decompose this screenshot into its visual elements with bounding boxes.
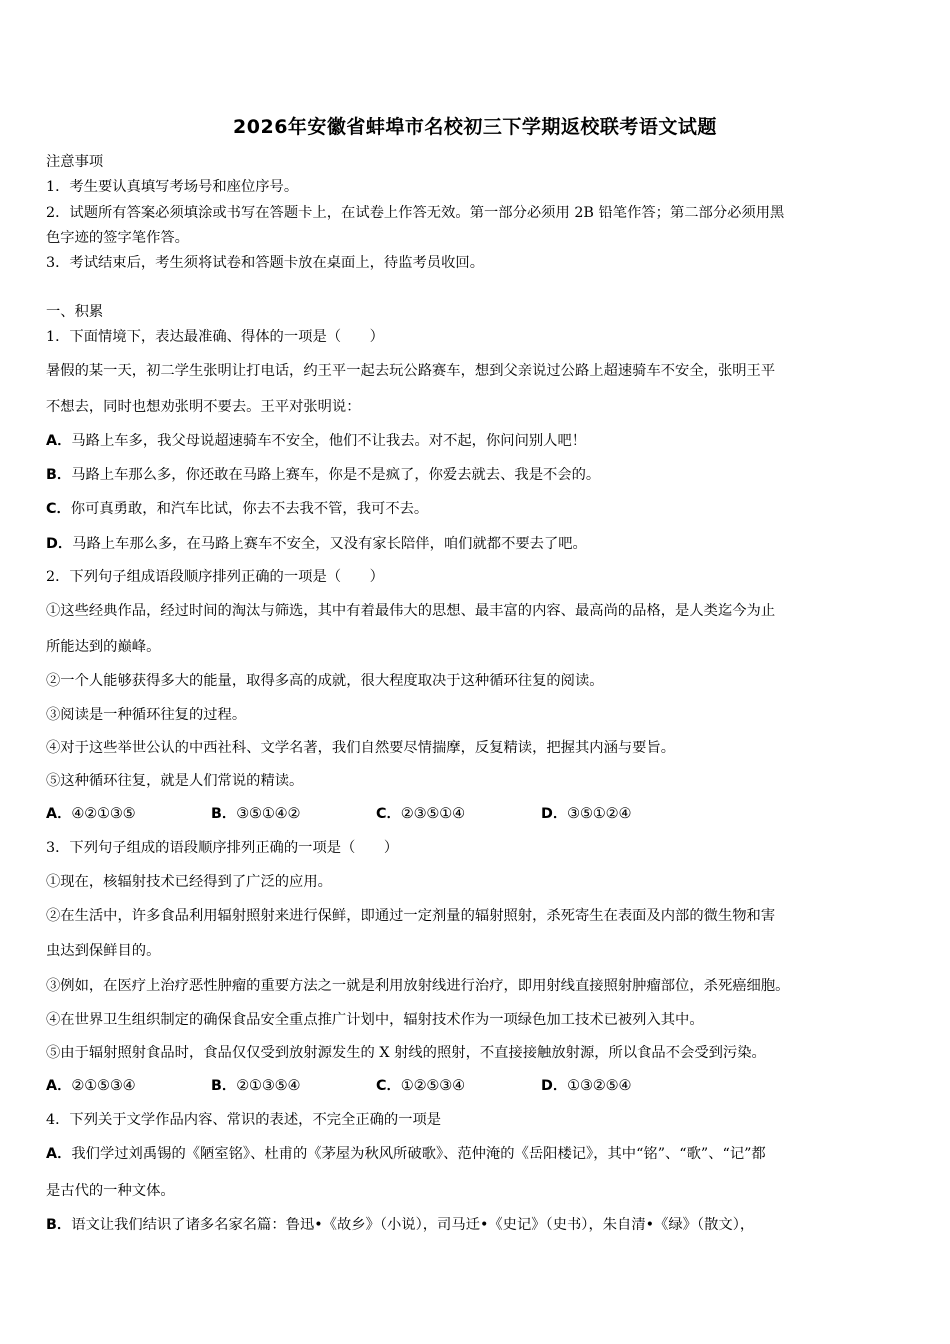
q2-option-c bbox=[376, 804, 541, 824]
q3-option-c-label: C． bbox=[376, 1078, 401, 1094]
notice-item-1: 1．考生要认真填写考场号和座位序号。 bbox=[46, 179, 299, 195]
q4-stem: 4．下列关于文学作品内容、常识的表述，不完全正确的一项是 bbox=[46, 1112, 442, 1128]
exam-title: 2026年安徽省蚌埠市名校初三下学期返校联考语文试题 bbox=[233, 116, 717, 138]
q2-sentence-1-line-2: 所能达到的巅峰。 bbox=[46, 639, 161, 655]
notice-item-2-line-1: 2．试题所有答案必须填涂或书写在答题卡上，在试卷上作答无效。第一部分必须用 2B 铅笔作答；第二部分必须用黑 bbox=[46, 205, 785, 221]
q4-option-b-text-1: 语文让我们结识了诸多名家名篇：鲁迅•《故乡》（小说），司马迁•《史记》（史书），朱自清•《绿》（散文）， bbox=[71, 1217, 755, 1233]
q2-option-b-text: ③⑤①④② bbox=[236, 806, 301, 822]
q1-option-a-text: 马路上车多，我父母说超速骑车不安全，他们不让我去。对不起，你问问别人吧！ bbox=[71, 433, 587, 449]
q1-option-c bbox=[46, 499, 912, 519]
q1-option-d-text: 马路上车那么多，在马路上赛车不安全，又没有家长陪伴，咱们就都不要去了吧。 bbox=[72, 536, 587, 552]
q3-option-d-text: ①③②⑤④ bbox=[567, 1078, 632, 1094]
q1-context-line-1: 暑假的某一天，初二学生张明让打电话，约王平一起去玩公路赛车，想到父亲说过公路上超速骑车不安全，张明王平 bbox=[46, 363, 776, 379]
q1-option-b-label: B． bbox=[46, 467, 72, 483]
q2-option-a bbox=[46, 804, 211, 824]
q4-option-b-line-1 bbox=[46, 1215, 912, 1235]
q4-option-a-line-2: 是古代的一种文体。 bbox=[46, 1183, 175, 1199]
notice-item-2-line-2: 色字迹的签字笔作答。 bbox=[46, 230, 189, 246]
q2-sentence-5: ⑤这种循环往复，就是人们常说的精读。 bbox=[46, 773, 304, 789]
q3-sentence-2-line-1: ②在生活中，许多食品利用辐射照射来进行保鲜，即通过一定剂量的辐射照射，杀死寄生在表面及内部的微生物和害 bbox=[46, 908, 776, 924]
q2-option-d-label: D． bbox=[541, 806, 568, 822]
q3-sentence-4: ④在世界卫生组织制定的确保食品安全重点推广计划中，辐射技术作为一项绿色加工技术已被列入其中。 bbox=[46, 1012, 704, 1028]
q3-sentence-1: ①现在，核辐射技术已经得到了广泛的应用。 bbox=[46, 874, 332, 890]
q1-option-a bbox=[46, 431, 912, 451]
q2-sentence-2: ②一个人能够获得多大的能量，取得多高的成就，很大程度取决于这种循环往复的阅读。 bbox=[46, 673, 604, 689]
q2-sentence-4: ④对于这些举世公认的中西社科、文学名著，我们自然要尽情揣摩，反复精读，把握其内涵与要旨。 bbox=[46, 740, 676, 756]
q1-option-d-label: D． bbox=[46, 536, 73, 552]
q2-option-c-text: ②③⑤①④ bbox=[400, 806, 465, 822]
q1-option-c-label: C． bbox=[46, 501, 71, 517]
q2-options bbox=[46, 804, 912, 824]
q4-option-b-label: B． bbox=[46, 1217, 72, 1233]
q2-sentence-3: ③阅读是一种循环往复的过程。 bbox=[46, 707, 247, 723]
q3-option-d bbox=[541, 1076, 631, 1096]
q3-option-d-label: D． bbox=[541, 1078, 568, 1094]
notice-item-3: 3．考试结束后，考生须将试卷和答题卡放在桌面上，待监考员收回。 bbox=[46, 255, 484, 271]
q3-stem: 3．下列句子组成的语段顺序排列正确的一项是（ ） bbox=[46, 840, 399, 856]
notice-heading: 注意事项 bbox=[46, 154, 104, 170]
q3-sentence-3: ③例如，在医疗上治疗恶性肿瘤的重要方法之一就是利用放射线进行治疗，即用射线直接照射肿瘤部位，杀死癌细胞。 bbox=[46, 978, 790, 994]
section-heading: 一、积累 bbox=[46, 304, 104, 320]
q2-option-d-text: ③⑤①②④ bbox=[567, 806, 632, 822]
q3-option-b-text: ②①③⑤④ bbox=[236, 1078, 301, 1094]
q3-option-a bbox=[46, 1076, 211, 1096]
q3-option-c bbox=[376, 1076, 541, 1096]
q3-option-a-label: A． bbox=[46, 1078, 72, 1094]
q1-stem: 1．下面情境下，表达最准确、得体的一项是（ ） bbox=[46, 329, 384, 345]
q4-option-a-label: A． bbox=[46, 1146, 72, 1162]
q1-option-d bbox=[46, 534, 912, 554]
q2-option-a-text: ④②①③⑤ bbox=[71, 806, 136, 822]
q2-option-d bbox=[541, 804, 631, 824]
q2-option-a-label: A． bbox=[46, 806, 72, 822]
q3-sentence-2-line-2: 虫达到保鲜目的。 bbox=[46, 943, 161, 959]
q2-option-c-label: C． bbox=[376, 806, 401, 822]
q2-option-b-label: B． bbox=[211, 806, 237, 822]
q3-option-c-text: ①②⑤③④ bbox=[400, 1078, 465, 1094]
q2-stem: 2．下列句子组成语段顺序排列正确的一项是（ ） bbox=[46, 569, 384, 585]
q3-options bbox=[46, 1076, 912, 1096]
q1-option-a-label: A． bbox=[46, 433, 72, 449]
q1-option-c-text: 你可真勇敢，和汽车比试，你去不去我不管，我可不去。 bbox=[70, 501, 429, 517]
q2-sentence-1-line-1: ①这些经典作品，经过时间的淘汰与筛选，其中有着最伟大的思想、最丰富的内容、最高尚的品格，是人类迄今为止 bbox=[46, 603, 776, 619]
q1-context-line-2: 不想去，同时也想劝张明不要去。王平对张明说： bbox=[46, 399, 361, 415]
q3-option-a-text: ②①⑤③④ bbox=[71, 1078, 136, 1094]
q4-option-a-text-1: 我们学过刘禹锡的《陋室铭》、杜甫的《茅屋为秋风所破歌》、范仲淹的《岳阳楼记》，其中“铭”、“歌”、“记”都 bbox=[71, 1146, 766, 1162]
q3-option-b bbox=[211, 1076, 376, 1096]
q4-option-a-line-1 bbox=[46, 1144, 912, 1164]
q3-option-b-label: B． bbox=[211, 1078, 237, 1094]
q2-option-b bbox=[211, 804, 376, 824]
q1-option-b-text: 马路上车那么多，你还敢在马路上赛车，你是不是疯了，你爱去就去、我是不会的。 bbox=[71, 467, 601, 483]
q1-option-b bbox=[46, 465, 912, 485]
q3-sentence-5: ⑤由于辐射照射食品时，食品仅仅受到放射源发生的 X 射线的照射，不直接接触放射源，所以食品不会受到污染。 bbox=[46, 1045, 766, 1061]
